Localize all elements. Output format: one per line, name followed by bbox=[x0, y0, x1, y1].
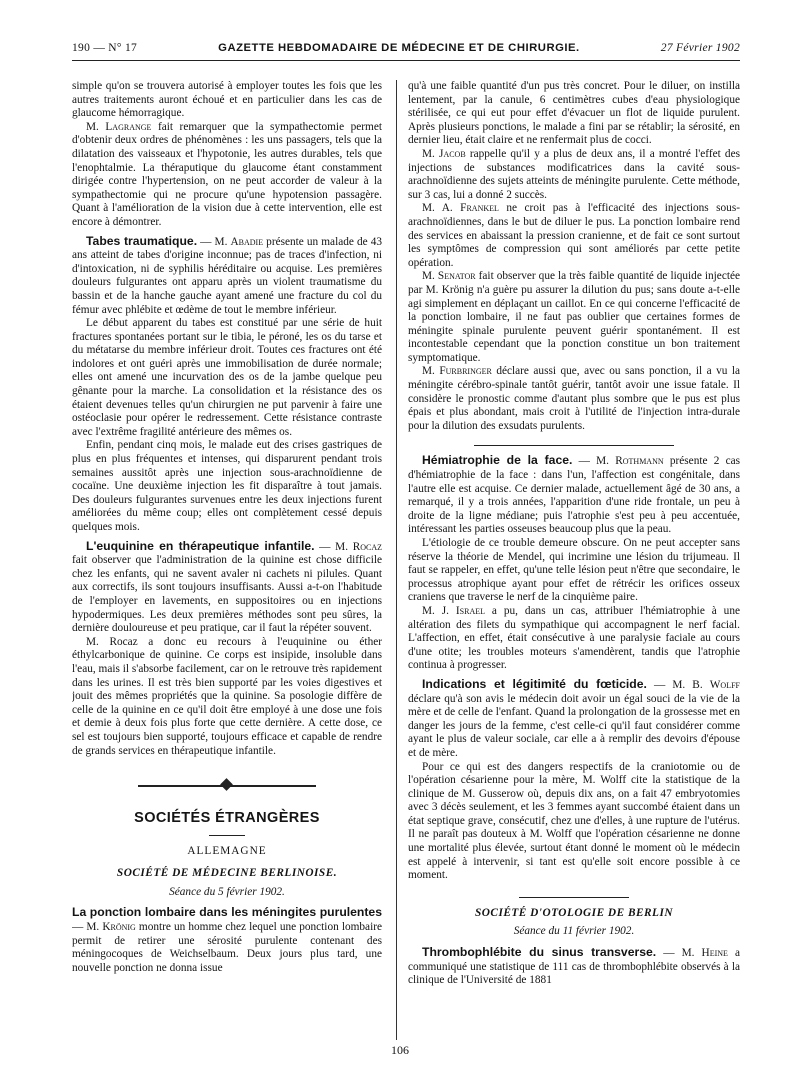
article-tabes bbox=[72, 235, 382, 318]
page-number: 106 bbox=[391, 1043, 409, 1057]
session-date: Séance du 5 février 1902. bbox=[169, 885, 285, 898]
paragraph bbox=[408, 605, 740, 673]
paragraph: qu'à une faible quantité d'un pus très concret. Pour le diluer, on instilla lentement, par la canule, 6 centimètres cubes d'eau physiologique stérilisée, ce qui eut pour effet d'évacuer un flot de liquide purulent. Après plusieurs ponctions, le malade a fini par se rétablir; la sérosité, en dernier lieu, était claire et ne renfermait plus de cocci. bbox=[408, 80, 740, 147]
separator-rule bbox=[519, 897, 629, 898]
paragraph: Le début apparent du tabes est constitué par une série de huit fractures spontanées portant sur le tibia, le péroné, les os du tarse et du métatarse du membre inférieur droit. Toutes ces fractures ont été indolores et ont guéri après une immobilisation de durée normale; elles ont amené une incurvation des os de la jambe quelque peu gênante pour la marche. La consolidation et la résistance des os étaient devenues telles qu'un chirurgien ne put parvenir à faire une ostéoclasie pour opérer le redressement. Cette résistance contraste avec l'extrême fragilité antérieure des mêmes os. bbox=[72, 317, 382, 438]
author-name: M. J. Israel bbox=[422, 604, 486, 617]
article-title: Tabes traumatique. bbox=[86, 233, 198, 248]
paragraph-text: a pu, dans un cas, attribuer l'hémiatrophie à une altération des filets du sympathique qui accompagnent le nerf facial. L'affection, en effet, était consécutive à une paralysie faciale au cours d'une otite; les troubles moteurs s'amendèrent, tandis que l'atrophie continua à progresser. bbox=[408, 604, 740, 672]
society-heading: SOCIÉTÉ D'OTOLOGIE DE BERLIN bbox=[474, 906, 674, 919]
rule bbox=[209, 835, 245, 836]
paragraph-text: montre un homme chez lequel une ponction lombaire permit de retirer une sérosité purulente contenant des méningocoques de Weichselbaum. Deux jours plus tard, une nouvelle ponction ne donna issue bbox=[72, 921, 382, 974]
author-name: M. Furbringer bbox=[422, 365, 492, 378]
column-divider bbox=[396, 80, 397, 1040]
article-hemiatrophie bbox=[408, 454, 740, 537]
author-name: M. Heine bbox=[681, 947, 728, 960]
dash: — bbox=[656, 947, 682, 960]
society-heading: SOCIÉTÉ DE MÉDECINE BERLINOISE. bbox=[116, 867, 338, 880]
paragraph-text: présente 2 cas d'hémiatrophie de la face : dans l'un, l'affection est congénitale, dans l'autre elle est acquise. Ce dernier malade, actuellement âgé de 30 ans, a remarqué, il y a trois années, l'apparition d'une ride frontale, un peu à droite de la ligne médiane; puis l'atrophie s'est peu à peu accentuée, intéressant les parties osseuses beaucoup plus que la peau. bbox=[408, 455, 740, 536]
dash: — M. bbox=[314, 540, 353, 553]
paragraph-text: déclare aussi que, avec ou sans ponction, il a vu la méningite cérébro-spinale tantôt guérir, tantôt avoir une issue fatale. Il considère le pronostic comme d'autant plus sombre que le pus est plus épais et plus abondant, mais croit à l'utilité de l'injection intra-durale pour la dilution des exsudats purulents. bbox=[408, 365, 740, 432]
header-issue: 190 — N° 17 bbox=[72, 42, 138, 54]
article-thrombophlebite bbox=[408, 946, 740, 988]
paragraph bbox=[72, 121, 382, 230]
journal-title: GAZETTE HEBDOMADAIRE DE MÉDECINE ET DE CHIRURGIE. bbox=[218, 42, 580, 54]
paragraph-text: déclare qu'à son avis le médecin doit avoir un égal souci de la vie de la mère et de celle de l'enfant. Quand la prolongation de la grossesse met en danger les jours de la femme, c'est celle-ci qu'il faut considérer comme ayant le plus de valeur sociale, car elle a à remplir des devoirs d'épouse et de mère. bbox=[408, 692, 740, 759]
paragraph bbox=[408, 202, 740, 270]
separator-rule bbox=[474, 445, 674, 446]
article-title: La ponction lombaire dans les méningites purulentes bbox=[72, 905, 382, 920]
paragraph-text: fait observer que l'administration de la quinine est chose difficile chez les enfants, qui ne savent avaler ni cachets ni pilules. Quant aux correctifs, ils sont toujours insuffisants. Aussi a-t-on l'habitude de l'employer en lavements, en suppositoires ou en injections hypodermiques. Les deux premières méthodes sont peu sûres, la dernière douloureuse et peu pratique, car il faut la répéter souvent. bbox=[72, 554, 382, 635]
dash: — M. bbox=[572, 455, 616, 468]
country-heading: ALLEMAGNE bbox=[187, 844, 267, 857]
article-ponction bbox=[72, 906, 382, 975]
session-date: Séance du 11 février 1902. bbox=[513, 925, 635, 938]
paragraph-text: fait remarquer que la sympathectomie permet d'obtenir deux ordres de phénomènes : les uns passagers, tels que la dilatation des vaisseaux et l'hypotonie, les autres durables, tels que l'enophtalmie. La théraputique du glaucome étant constamment dirigée contre l'hypertension, on ne peut accorder de valeur à la sympathectomie qui ne procure qu'une hypotension passagère. Quant à l'amélioration de la vision due à cette intervention, elle est encore à démontrer. bbox=[72, 120, 382, 228]
section-title: SOCIÉTÉS ÉTRANGÈRES bbox=[134, 810, 320, 827]
ornament-divider bbox=[72, 774, 382, 798]
left-column bbox=[72, 80, 382, 1040]
author-name: M. Lagrange bbox=[86, 120, 152, 133]
paragraph bbox=[408, 365, 740, 433]
article-euquinine bbox=[72, 540, 382, 636]
dash: — M. bbox=[197, 235, 231, 248]
article-title: Indications et légitimité du fœticide. bbox=[422, 676, 647, 691]
paragraph bbox=[408, 148, 740, 202]
dash: — M. B. bbox=[646, 678, 710, 691]
paragraph-text: fait observer que la très faible quantité de liquide injectée par M. Krönig n'a guère pu assurer la dilution du pus; sans doute a-t-elle agi simplement en déplaçant un caillot. En ce qui concerne l'efficacité de la ponction lombaire, il ne faut pas oublier que certaines formes de méningite spinale purulente peuvent guérir spontanément. Il est incontestable cependant que la ponction constitue un bon traitement symptomatique. bbox=[408, 270, 740, 364]
paragraph: L'étiologie de ce trouble demeure obscure. On ne peut accepter sans réserve la théorie de Mendel, qui incrimine une lésion du trijumeau. Il faut se rappeler, en effet, qu'une telle lésion peut n'être que secondaire, le processus atrophique ayant pour effet de rétrécir les orifices osseux craniens que traverse le nerf de la cinquième paire. bbox=[408, 537, 740, 604]
author-name: Krönig bbox=[102, 921, 136, 934]
running-header bbox=[72, 36, 740, 61]
article-title: Thrombophlébite du sinus transverse. bbox=[422, 945, 657, 960]
paragraph bbox=[408, 270, 740, 365]
author-name: Rothmann bbox=[615, 455, 664, 468]
paragraph-text: ne croit pas à l'efficacité des injections sous-arachnoïdiennes, dans le but de diluer le pus. La ponction lombaire rend des services en abaissant la pression cranienne, et de fait ce sont surtout les symptômes de compression qui sont améliorés par cette petite opération. bbox=[408, 202, 740, 269]
author-name: M. Jacob bbox=[422, 147, 466, 160]
paragraph: Enfin, pendant cinq mois, le malade eut des crises gastriques de plus en plus fréquentes et intenses, qui disparurent pendant trois semaines aussitôt après une injection sous-arachnoïdienne de cocaïne. Une deuxième injection les fit disparaître à tout jamais. Des douleurs fulgurantes survenues entre les deux injections furent améliorées du même coup; elles ont complètement cessé depuis quelques mois. bbox=[72, 439, 382, 533]
author-name: Wolff bbox=[709, 678, 740, 691]
dash: — M. bbox=[72, 921, 103, 934]
paragraph: M. Rocaz a donc eu recours à l'euquinine ou éther éthylcarbonique de quinine. Ce corps est insipide, insoluble dans l'eau, mais il s'absorbe facilement, car on le retrouve très rapidement dans les urines. Il est très bien supporté par les voies digestives et jouit des mêmes propriétés que la quinine. Sa posologie diffère de celle de la quinine en ce qu'il doit être employé à une dose une fois et demie à deux fois plus forte que cette dernière. A cette dose, ce sel est toujours bien supporté, toujours efficace et capable de rendre de grands services en thérapeutique infantile. bbox=[72, 635, 382, 757]
header-date: 27 Février 1902 bbox=[660, 42, 740, 54]
paragraph-text: rappelle qu'il y a plus de deux ans, il a montré l'effet des injections de substances modificatrices dans la cavité sous-arachnoïdienne des sujets atteints de méningite purulente. Cette méthode, sur 3 cas, lui a donné 2 succès. bbox=[408, 147, 740, 201]
author-name: Abadie bbox=[230, 235, 264, 248]
paragraph: Pour ce qui est des dangers respectifs de la craniotomie ou de l'opération césarienne pour la mère, M. Wolff cite la statistique de la clinique de M. Gusserow où, depuis dix ans, on a fait 47 embryotomies avec 3 décès seulement, et les 3 femmes ayant succombé étaient dans un état septique grave, consécutif, chez une d'elles, à une rupture de l'utérus. Il ne paraît pas douteux à M. Wolff que l'opération césarienne ne donne une mortalité plus élevée, surtout étant donné le moment où le médecin est appelé à intervenir, si tant est qu'elle soit encore possible à ce moment. bbox=[408, 760, 740, 882]
article-title: L'euquinine en thérapeutique infantile. bbox=[86, 538, 315, 553]
paragraph-text: a communiqué une statistique de 111 cas de thrombophlébite observés à la clinique de l'Université de 1881 bbox=[408, 947, 740, 987]
author-name: M. Senator bbox=[422, 270, 476, 283]
article-foeticide bbox=[408, 678, 740, 761]
paragraph-text: présente un malade de 43 ans atteint de tabes d'origine inconnue; pas de traces d'infection, ni d'intoxication, ni de syphilis héréditaire ou acquise. Les premières douleurs fulgurantes ont apparu après un violent traumatisme du bassin et de la hanche gauche ayant amené une fracture du col du fémur avec phlébite et œdème de tout le membre inférieur. bbox=[72, 235, 382, 316]
right-column bbox=[408, 80, 740, 1040]
paragraph: simple qu'on se trouvera autorisé à employer toutes les fois que les autres traitements auront échoué et en particulier dans les cas de glaucome hémorragique. bbox=[72, 80, 382, 120]
article-title: Hémiatrophie de la face. bbox=[422, 453, 573, 468]
author-name: M. A. Frankel bbox=[422, 202, 499, 215]
author-name: Rocaz bbox=[352, 540, 382, 553]
